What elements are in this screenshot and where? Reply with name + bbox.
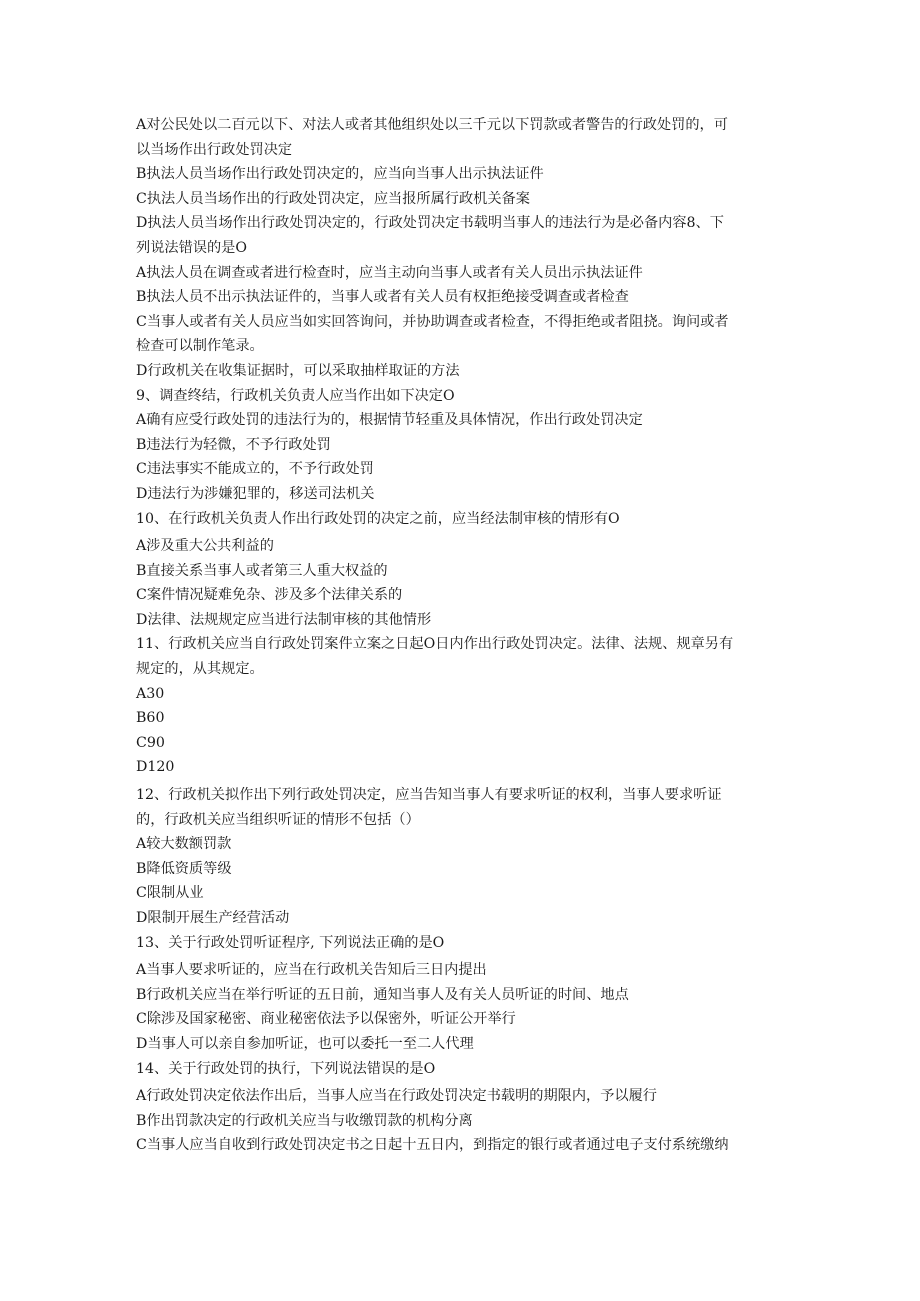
text-line: C违法事实不能成立的，不予行政处罚 (136, 461, 374, 478)
text-line: A执法人员在调查或者进行检查时，应当主动向当事人或者有关人员出示执法证件 (136, 264, 643, 281)
text-line: B作出罚款决定的行政机关应当与收缴罚款的机构分离 (136, 1112, 473, 1129)
question-heading: 12、行政机关拟作出下列行政处罚决定，应当告知当事人有要求听证的权利，当事人要求听证 (136, 787, 722, 804)
text-line: D行政机关在收集证据时，可以采取抽样取证的方法 (136, 362, 460, 379)
text-line: A对公民处以二百元以下、对法人或者其他组织处以三千元以下罚款或者警告的行政处罚的，可 (136, 117, 728, 133)
text-line: D120 (136, 759, 175, 776)
text-line: D违法行为涉嫌犯罪的，移送司法机关 (136, 485, 375, 502)
document-body (136, 113, 786, 1158)
text-line: 规定的，从其规定。 (136, 661, 264, 678)
text-line: A30 (136, 685, 165, 702)
question-heading: 10、在行政机关负责人作出行政处罚的决定之前，应当经法制审核的情形有O (136, 510, 620, 527)
text-line: B执法人员当场作出行政处罚决定的，应当向当事人出示执法证件 (136, 166, 544, 183)
text-line: C当事人或者有关人员应当如实回答询问，并协助调查或者检查，不得拒绝或者阻挠。询问或者 (136, 313, 729, 330)
text-line: 列说法错误的是O (136, 239, 247, 256)
text-line: B执法人员不出示执法证件的，当事人或者有关人员有权拒绝接受调查或者检查 (136, 289, 629, 306)
question-heading: 11、行政机关应当自行政处罚案件立案之日起O日内作出行政处罚决定。法律、法规、规章另有 (136, 636, 734, 653)
text-line: C除涉及国家秘密、商业秘密依法予以保密外，听证公开举行 (136, 1011, 516, 1028)
text-line: A较大数额罚款 (136, 836, 232, 853)
text-line: C限制从业 (136, 885, 204, 902)
question-heading: 14、关于行政处罚的执行，下列说法错误的是O (136, 1060, 436, 1077)
question-heading: 9、调查终结，行政机关负责人应当作出如下决定O (136, 387, 455, 404)
text-line: C当事人应当自收到行政处罚决定书之日起十五日内，到指定的银行或者通过电子支付系统缴纳 (136, 1137, 729, 1154)
text-line: 以当场作出行政处罚决定 (136, 141, 293, 158)
text-line: B降低资质等级 (136, 860, 232, 877)
text-line: B60 (136, 710, 165, 727)
text-line: A涉及重大公共利益的 (136, 538, 274, 555)
text-line: A确有应受行政处罚的违法行为的，根据情节轻重及具体情况，作出行政处罚决定 (136, 412, 643, 429)
text-line: 的，行政机关应当组织听证的情形不包括（） (136, 811, 420, 828)
text-line: B违法行为轻微，不予行政处罚 (136, 436, 331, 453)
text-line: D当事人可以亲自参加听证，也可以委托一至二人代理 (136, 1035, 474, 1052)
question-heading: 13、关于行政处罚听证程序, 下列说法正确的是O (136, 934, 445, 951)
text-line: D限制开展生产经营活动 (136, 910, 290, 926)
text-line: B行政机关应当在举行听证的五日前，通知当事人及有关人员听证的时间、地点 (136, 986, 629, 1003)
text-line: C案件情况疑难免杂、涉及多个法律关系的 (136, 587, 403, 604)
text-line: C90 (136, 734, 165, 751)
text-line: 检查可以制作笔录。 (136, 338, 264, 355)
text-line: B直接关系当事人或者第三人重大权益的 (136, 562, 388, 579)
text-line: A当事人要求听证的，应当在行政机关告知后三日内提出 (136, 962, 487, 979)
text-line: A行政处罚决定依法作出后，当事人应当在行政处罚决定书载明的期限内，予以履行 (136, 1088, 657, 1105)
text-line: C执法人员当场作出的行政处罚决定，应当报所属行政机关备案 (136, 190, 530, 207)
text-line: D法律、法规规定应当进行法制审核的其他情形 (136, 611, 432, 628)
text-line: D执法人员当场作出行政处罚决定的，行政处罚决定书载明当事人的违法行为是必备内容8、下 (136, 215, 724, 232)
